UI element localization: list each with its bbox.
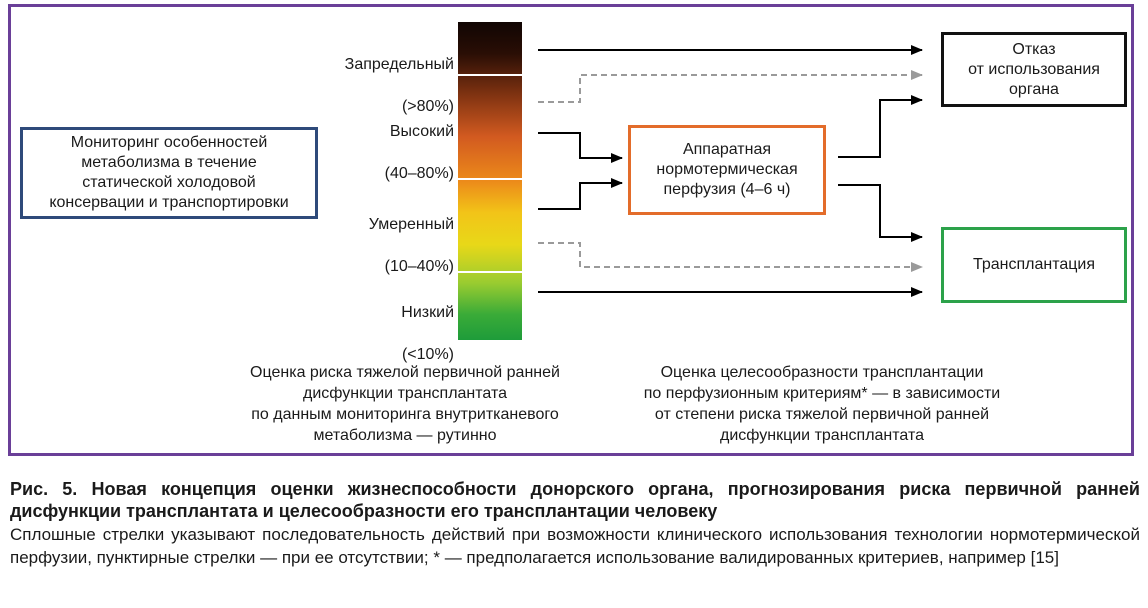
- transplant-feasibility-note: Оценка целесообразности трансплантации по перфузионным критериям* — в зависимости от степени риска тяжелой первичной ранней дисфункции трансплантата: [643, 364, 1001, 444]
- arrow-perfusion-to-refusal: [838, 100, 922, 157]
- risk-level-name: Умеренный: [368, 216, 454, 233]
- risk-separator: [458, 271, 522, 273]
- perfusion-box: Аппаратная нормотермическая перфузия (4–6 ч): [628, 125, 826, 215]
- caption-body: Сплошные стрелки указывают последовательность действий при возможности клинического использования технологии нормотермической перфузии, пунктирные стрелки — при ее отсутствии; * — предполагается использование валидированных критериев, например [15]: [10, 525, 1140, 567]
- risk-separator: [458, 74, 522, 76]
- arrow-high-to-refusal-dashed: [538, 75, 922, 102]
- arrow-moderate-to-perfusion: [538, 183, 622, 209]
- risk-level-name: Высокий: [389, 123, 454, 140]
- risk-level-range: (10–40%): [384, 258, 454, 275]
- arrow-high-to-perfusion: [538, 133, 622, 158]
- arrow-perfusion-to-transplant: [838, 185, 922, 237]
- transplantation-box: Трансплантация: [941, 227, 1127, 303]
- risk-level-range: (40–80%): [384, 165, 454, 182]
- risk-level-name: Низкий: [401, 304, 454, 321]
- organ-refusal-box: Отказ от использования органа: [941, 32, 1127, 107]
- risk-level-name: Запредельный: [344, 56, 454, 73]
- monitoring-box: Мониторинг особенностей метаболизма в течение статической холодовой консервации и транспортировки: [20, 127, 318, 219]
- risk-level-range: (<10%): [401, 346, 454, 363]
- figure-caption: [10, 478, 1140, 569]
- risk-level-high: [304, 100, 454, 205]
- risk-gradient-bar: [458, 22, 522, 340]
- arrow-moderate-to-transplant-dashed: [538, 243, 922, 267]
- risk-level-range: (>80%): [401, 98, 454, 115]
- caption-title: Рис. 5. Новая концепция оценки жизнеспособности донорского органа, прогнозирования риска первичной ранней дисфункции трансплантата и целесообразности его трансплантации человеку: [10, 479, 1140, 521]
- risk-assessment-note: Оценка риска тяжелой первичной ранней дисфункции трансплантата по данным мониторинга внутритканевого метаболизма — рутинно: [250, 364, 560, 444]
- risk-separator: [458, 178, 522, 180]
